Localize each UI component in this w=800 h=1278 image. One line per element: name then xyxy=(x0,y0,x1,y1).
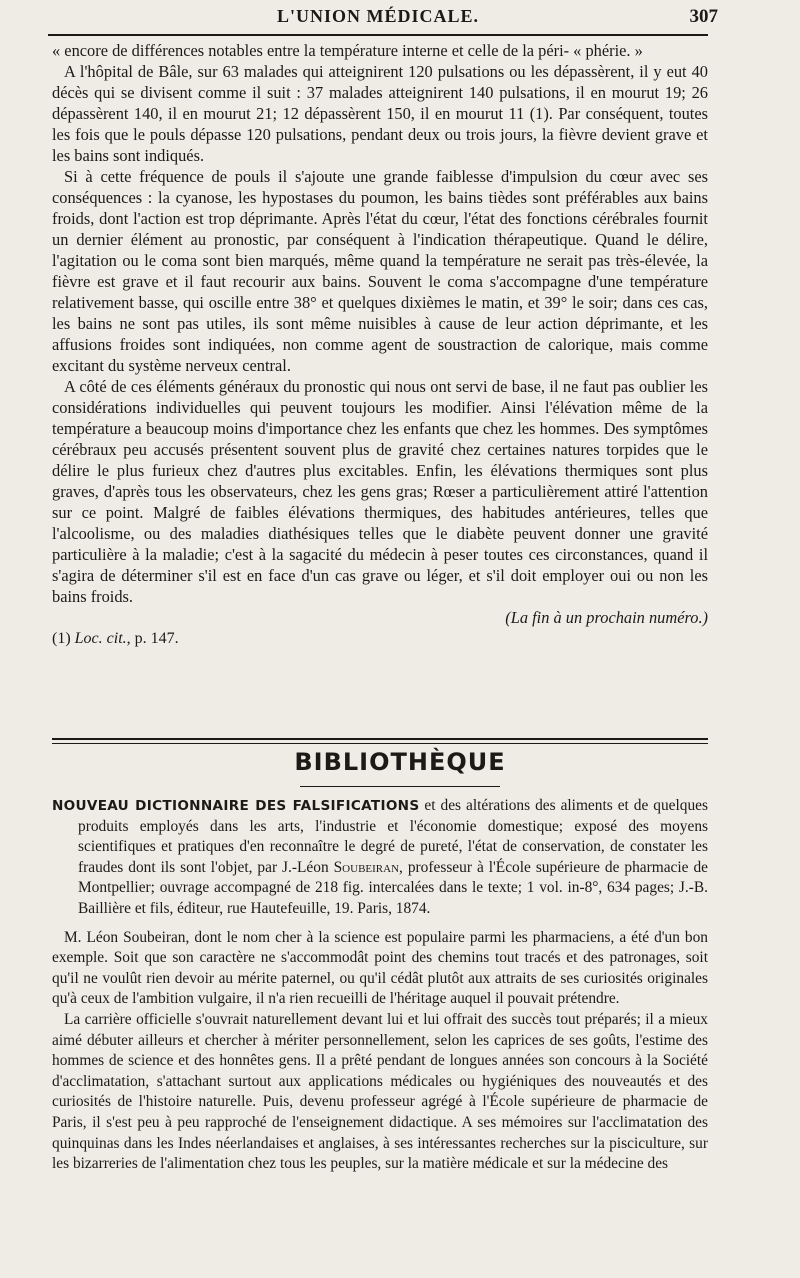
section-title-rule xyxy=(300,786,500,787)
book-title: NOUVEAU DICTIONNAIRE DES FALSIFICATIONS xyxy=(52,798,420,814)
section-rule-upper xyxy=(52,738,708,740)
article-paragraph: A l'hôpital de Bâle, sur 63 malades qui atteignirent 120 pulsations ou les dépassèrent, il y eut 40 décès qui se divisent comme il suit : 37 malades atteignirent 140 pulsations, il en mourut 19; 26 dépassèrent 140, il en mourut 21; 12 dépassèrent 150, il en mourut 11 (1). Par conséquent, toutes les fois que le pouls dépasse 120 pulsations, pendant deux ou trois jours, la fièvre devient grave et les bains sont indiqués. xyxy=(52,62,708,165)
article-paragraph: Si à cette fréquence de pouls il s'ajoute une grande faiblesse d'impulsion du cœur avec ses conséquences : la cyanose, les hypostases du poumon, les bains tièdes sont préférables aux bains froids, dont l'action est trop déprimante. Après l'état du cœur, l'état des fonctions cérébrales fournit un dernier élément au pronostic, par conséquent à l'indication thérapeutique. Quand le délire, l'agitation ou le coma sont bien marqués, même quand la température ne serait pas très-élevée, la fièvre est grave et il faut recourir aux bains. Souvent le coma s'accompagne d'une température relativement basse, qui oscille entre 38° et quelques dixièmes le matin, et 39° le soir; dans ces cas, les bains ne sont pas utiles, ils sont même nuisibles à cause de leur action déprimante, et les affusions froides sont indiquées, non comme agent de soustraction de calorique, mais comme excitant du système nerveux central. xyxy=(52,167,708,375)
page-header xyxy=(48,6,718,34)
review-body xyxy=(52,928,708,1175)
bibliography-entry xyxy=(52,796,708,920)
article-paragraph: A côté de ces éléments généraux du pronostic qui nous ont servi de base, il ne faut pas oublier les considérations individuelles qui peuvent toujours les modifier. Ainsi l'élévation même de la température a beaucoup moins d'importance chez les enfants que chez les hommes. Des symptômes cérébraux peu accusés présentent souvent plus de gravité chez certaines natures torpides que le délire le plus furieux chez d'autres plus excitables. Enfin, les élévations thermiques sont plus graves, d'après tous les observateurs, chez les gens gras; Rœser a particulièrement attiré l'attention sur ce point. Malgré de faibles élévations thermiques, des habitudes antérieures, telles que l'alcoolisme, ou des maladies diathésiques telles que le diabète peuvent donner une gravité particulière à la maladie; c'est à la sagacité du médecin à peser toutes ces circonstances, quand il s'agira de déterminer s'il est en face d'un cas grave ou léger, et s'il doit employer oui ou non les bains froids. xyxy=(52,377,708,606)
article-paragraph: « encore de différences notables entre la température interne et celle de la péri- « phérie. » xyxy=(52,41,643,60)
article-body xyxy=(52,40,708,649)
footnote-page: , p. 147. xyxy=(126,630,179,647)
section-title: BIBLIOTHÈQUE xyxy=(294,748,506,776)
bibliography-section xyxy=(52,796,708,1175)
book-publication: , professeur à l'École supérieure de pharmacie de Montpellier; ouvrage accompagné de 218 fig. intercalées dans le texte; 1 vol. in-8°, 634 pages; J.-B. Baillière et fils, éditeur, rue Hautefeuille, 19. Paris, 1874. xyxy=(78,858,708,917)
review-paragraph: La carrière officielle s'ouvrait naturellement devant lui et lui offrait des succès tout préparés; il a mieux aimé débuter ailleurs et chercher à mériter personnellement, selon les caprices de ses goûts, l'estime des hommes de science et des honnêtes gens. Il a prêté pendant de longues années son concours à la Société d'acclimatation, s'attachant surtout aux applications médicales ou hygiéniques des nouveautés et des curiosités de l'histoire naturelle. Puis, devenu professeur agrégé à l'École supérieure de pharmacie de Paris, il s'est peu à peu rapproché de l'enseignement didactique. A ses mémoires sur l'acclimatation des quinquinas dans les Indes néerlandaises et anglaises, à ses intéressantes recherches sur la pisciculture, sur les bizarreries de l'alimentation chez tous les peuples, sur la matière médicale et sur la médecine des xyxy=(52,1010,708,1173)
book-author: Soubeiran xyxy=(333,858,400,876)
continuation-note: (La fin à un prochain numéro.) xyxy=(505,608,708,627)
header-rule xyxy=(48,34,708,36)
footnote xyxy=(52,628,708,649)
book-description: et des altérations des aliments et de quelques produits employés dans les arts, l'industrie et l'économie domestique; exposé des moyens scientifiques et pratiques d'en reconnaître le degré de pureté, l'état de conservation, de constater les fraudes dont ils sont l'objet, par J.-Léon xyxy=(78,797,708,876)
review-paragraph: M. Léon Soubeiran, dont le nom cher à la science est populaire parmi les pharmaciens, a été d'un bon exemple. Soit que son caractère ne s'accommodât point des chemins tout tracés et des patronages, soit qu'il ne voulût rien devoir au mérite paternel, ou qu'il cédât plutôt aux attraits de ses curiosités originales qu'à ceux de l'ambition vulgaire, il n'a rien recueilli de l'héritage auquel il pouvait prétendre. xyxy=(52,928,708,1008)
footnote-number: (1) xyxy=(52,630,71,647)
footnote-reference: Loc. cit. xyxy=(74,630,127,647)
section-rule-lower xyxy=(52,743,708,744)
page-number: 307 xyxy=(689,6,718,27)
running-title: L'UNION MÉDICALE. xyxy=(276,6,480,26)
